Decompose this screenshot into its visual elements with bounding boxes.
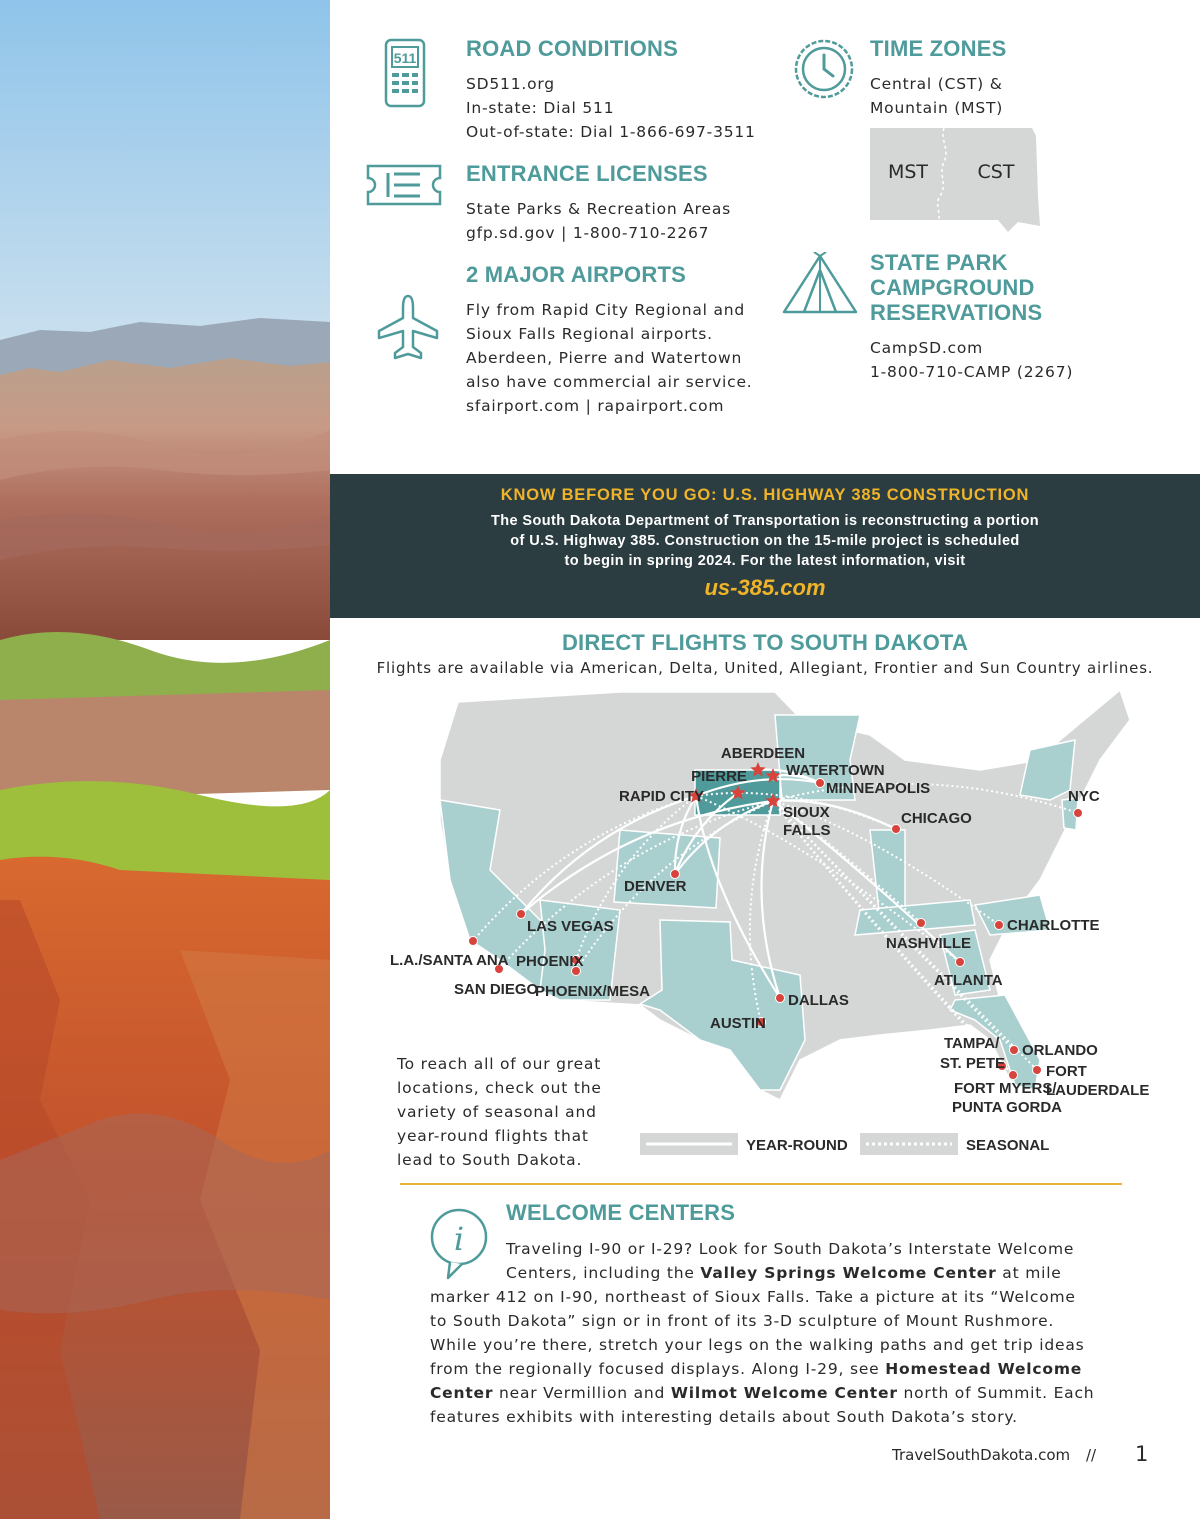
- out-of-state-dial: Out-of-state: Dial 1-866-697-3511: [466, 123, 756, 141]
- city-label: SIOUX: [783, 804, 830, 821]
- road-conditions-text: [466, 72, 756, 144]
- flights-title: DIRECT FLIGHTS TO SOUTH DAKOTA: [561, 630, 969, 655]
- banner-body: [330, 511, 1200, 571]
- campground-title-line: STATE PARK: [870, 250, 1008, 275]
- city-label: ORLANDO: [1022, 1042, 1098, 1059]
- city-label: CHICAGO: [901, 810, 972, 827]
- page-number: 1: [1135, 1442, 1149, 1466]
- south-dakota-timezone-map: [868, 126, 1044, 242]
- welcome-text-run: Traveling I-90 or I-29? Look for South Dakota’s Interstate Welcome: [506, 1240, 1075, 1258]
- city-label: AUSTIN: [710, 1015, 766, 1032]
- airplane-icon: [374, 292, 442, 366]
- welcome-text-run: features exhibits with interesting details about South Dakota’s story.: [430, 1408, 1018, 1426]
- banner-line: to begin in spring 2024. For the latest information, visit: [564, 553, 966, 569]
- in-state-dial: In-state: Dial 511: [466, 99, 615, 117]
- airports-line: Aberdeen, Pierre and Watertown: [466, 349, 743, 367]
- svg-text:i: i: [453, 1220, 465, 1258]
- city-label: ST. PETE: [940, 1055, 1006, 1072]
- city-label: L.A./SANTA ANA: [390, 952, 509, 969]
- note-line: lead to South Dakota.: [397, 1151, 583, 1169]
- welcome-text-run: While you’re there, stretch your legs on the walking paths and get trip ideas: [430, 1336, 1085, 1354]
- destination-dot: [956, 958, 965, 967]
- welcome-line: [430, 1357, 1082, 1381]
- footer-separator: //: [1086, 1446, 1097, 1464]
- city-label: NYC: [1068, 788, 1100, 805]
- welcome-centers-title: WELCOME CENTERS: [506, 1200, 736, 1225]
- welcome-center-name: Center: [430, 1384, 494, 1402]
- new-york: [1020, 740, 1075, 800]
- city-label: ABERDEEN: [720, 745, 806, 762]
- banner-line: The South Dakota Department of Transportation is reconstructing a portion: [490, 513, 1040, 529]
- airports-line: Fly from Rapid City Regional and: [466, 301, 746, 319]
- svg-text:511: 511: [393, 50, 417, 66]
- banner-line: of U.S. Highway 385. Construction on the 15-mile project is scheduled: [510, 533, 1020, 549]
- welcome-line: [430, 1285, 1076, 1309]
- clock-icon: [793, 38, 855, 104]
- airports-title: 2 MAJOR AIRPORTS: [466, 262, 686, 287]
- airport-links[interactable]: sfairport.com | rapairport.com: [466, 397, 725, 415]
- welcome-center-name: Valley Springs Welcome Center: [700, 1264, 997, 1282]
- note-line: variety of seasonal and: [397, 1103, 597, 1121]
- entrance-licenses-text: [466, 197, 731, 245]
- cst-line: Central (CST) &: [870, 75, 1003, 93]
- note-line: year-round flights that: [397, 1127, 589, 1145]
- destination-dot: [995, 921, 1004, 930]
- ticket-icon: [364, 160, 444, 214]
- destination-dot: [1009, 1071, 1018, 1080]
- legend-year-round: YEAR-ROUND: [746, 1137, 848, 1154]
- city-label: PHOENIX: [516, 953, 584, 970]
- sd511-link[interactable]: SD511.org: [466, 75, 555, 93]
- camp-phone: 1-800-710-CAMP (2267): [870, 363, 1074, 381]
- campground-title-line: RESERVATIONS: [870, 300, 1043, 325]
- welcome-line: [506, 1237, 1074, 1261]
- time-zones-text: [870, 72, 1003, 120]
- destination-dot: [816, 779, 825, 788]
- welcome-line: [430, 1381, 1094, 1405]
- city-label: SAN DIEGO: [454, 981, 539, 998]
- us385-link[interactable]: us-385.com: [704, 575, 826, 600]
- flights-subtitle: Flights are available via American, Delta, United, Allegiant, Frontier and Sun Country airlines.: [376, 659, 1154, 677]
- time-zones-title: TIME ZONES: [870, 36, 1007, 61]
- note-line: locations, check out the: [397, 1079, 602, 1097]
- welcome-text-run: marker 412 on I-90, northeast of Sioux Falls. Take a picture at its “Welcome: [430, 1288, 1076, 1306]
- city-label: DALLAS: [788, 992, 849, 1009]
- flights-note: [397, 1052, 602, 1172]
- gfp-link[interactable]: gfp.sd.gov | 1-800-710-2267: [466, 224, 710, 242]
- welcome-text-run: at mile: [996, 1264, 1062, 1282]
- airports-line: also have commercial air service.: [466, 373, 753, 391]
- note-line: To reach all of our great: [397, 1055, 602, 1073]
- parks-line: State Parks & Recreation Areas: [466, 200, 732, 218]
- tent-icon: [780, 252, 860, 320]
- campground-text: [870, 336, 1073, 384]
- city-label: LAS VEGAS: [527, 918, 614, 935]
- cst-label: CST: [977, 161, 1015, 183]
- city-label: TAMPA/: [944, 1035, 1000, 1052]
- city-label: FORT: [1046, 1063, 1087, 1080]
- city-label: WATERTOWN: [786, 762, 885, 779]
- mst-label: MST: [887, 161, 929, 183]
- banner-title: KNOW BEFORE YOU GO: U.S. HIGHWAY 385 CONSTRUCTION: [500, 486, 1030, 504]
- city-label: PIERRE: [691, 768, 747, 785]
- city-label: FALLS: [783, 822, 831, 839]
- city-label: DENVER: [624, 878, 687, 895]
- destination-dot: [917, 919, 926, 928]
- city-label: MINNEAPOLIS: [826, 780, 931, 797]
- welcome-line: [506, 1261, 1062, 1285]
- welcome-text-run: near Vermillion and: [493, 1384, 671, 1402]
- footer-site[interactable]: TravelSouthDakota.com: [892, 1446, 1071, 1464]
- entrance-licenses-title: ENTRANCE LICENSES: [466, 161, 708, 186]
- gold-divider: [400, 1183, 1122, 1185]
- welcome-text-run: to South Dakota” sign or in front of its 3-D sculpture of Mount Rushmore.: [430, 1312, 1055, 1330]
- welcome-text-run: north of Summit. Each: [897, 1384, 1095, 1402]
- highway-385-banner: [330, 474, 1200, 618]
- campsd-link[interactable]: CampSD.com: [870, 339, 984, 357]
- destination-dot: [776, 994, 785, 1003]
- welcome-text-run: Centers, including the: [506, 1264, 701, 1282]
- city-label: PUNTA GORDA: [952, 1099, 1062, 1116]
- destination-dot: [469, 937, 478, 946]
- welcome-center-name: Homestead Welcome: [885, 1360, 1083, 1378]
- city-label: RAPID CITY: [619, 788, 705, 805]
- city-label: FORT MYERS/: [954, 1080, 1057, 1097]
- mst-line: Mountain (MST): [870, 99, 1004, 117]
- welcome-line: [430, 1405, 1018, 1429]
- city-label: LAUDERDALE: [1046, 1082, 1150, 1099]
- welcome-line: [430, 1309, 1054, 1333]
- campground-title: [870, 250, 1042, 325]
- info-bubble-icon: [428, 1206, 492, 1286]
- airports-text: [466, 298, 753, 418]
- map-legend: [640, 1133, 1049, 1155]
- phone-511-icon: [384, 38, 426, 112]
- airports-line: Sioux Falls Regional airports.: [466, 325, 713, 343]
- destination-dot: [1074, 809, 1083, 818]
- destination-dot: [1033, 1066, 1042, 1075]
- campground-title-line: CAMPGROUND: [870, 275, 1035, 300]
- city-label: CHARLOTTE: [1007, 917, 1100, 934]
- destination-dot: [1010, 1046, 1019, 1055]
- badlands-photo: [0, 0, 330, 1519]
- road-conditions-title: ROAD CONDITIONS: [466, 36, 678, 61]
- destination-dot: [892, 825, 901, 834]
- welcome-text-run: from the regionally focused displays. Along I-29, see: [430, 1360, 886, 1378]
- city-label: ATLANTA: [934, 972, 1003, 989]
- welcome-center-name: Wilmot Welcome Center: [670, 1384, 898, 1402]
- destination-dot: [517, 910, 526, 919]
- city-label: PHOENIX/MESA: [535, 983, 651, 1000]
- city-label: NASHVILLE: [886, 935, 972, 952]
- legend-seasonal: SEASONAL: [966, 1137, 1050, 1154]
- welcome-line: [430, 1333, 1085, 1357]
